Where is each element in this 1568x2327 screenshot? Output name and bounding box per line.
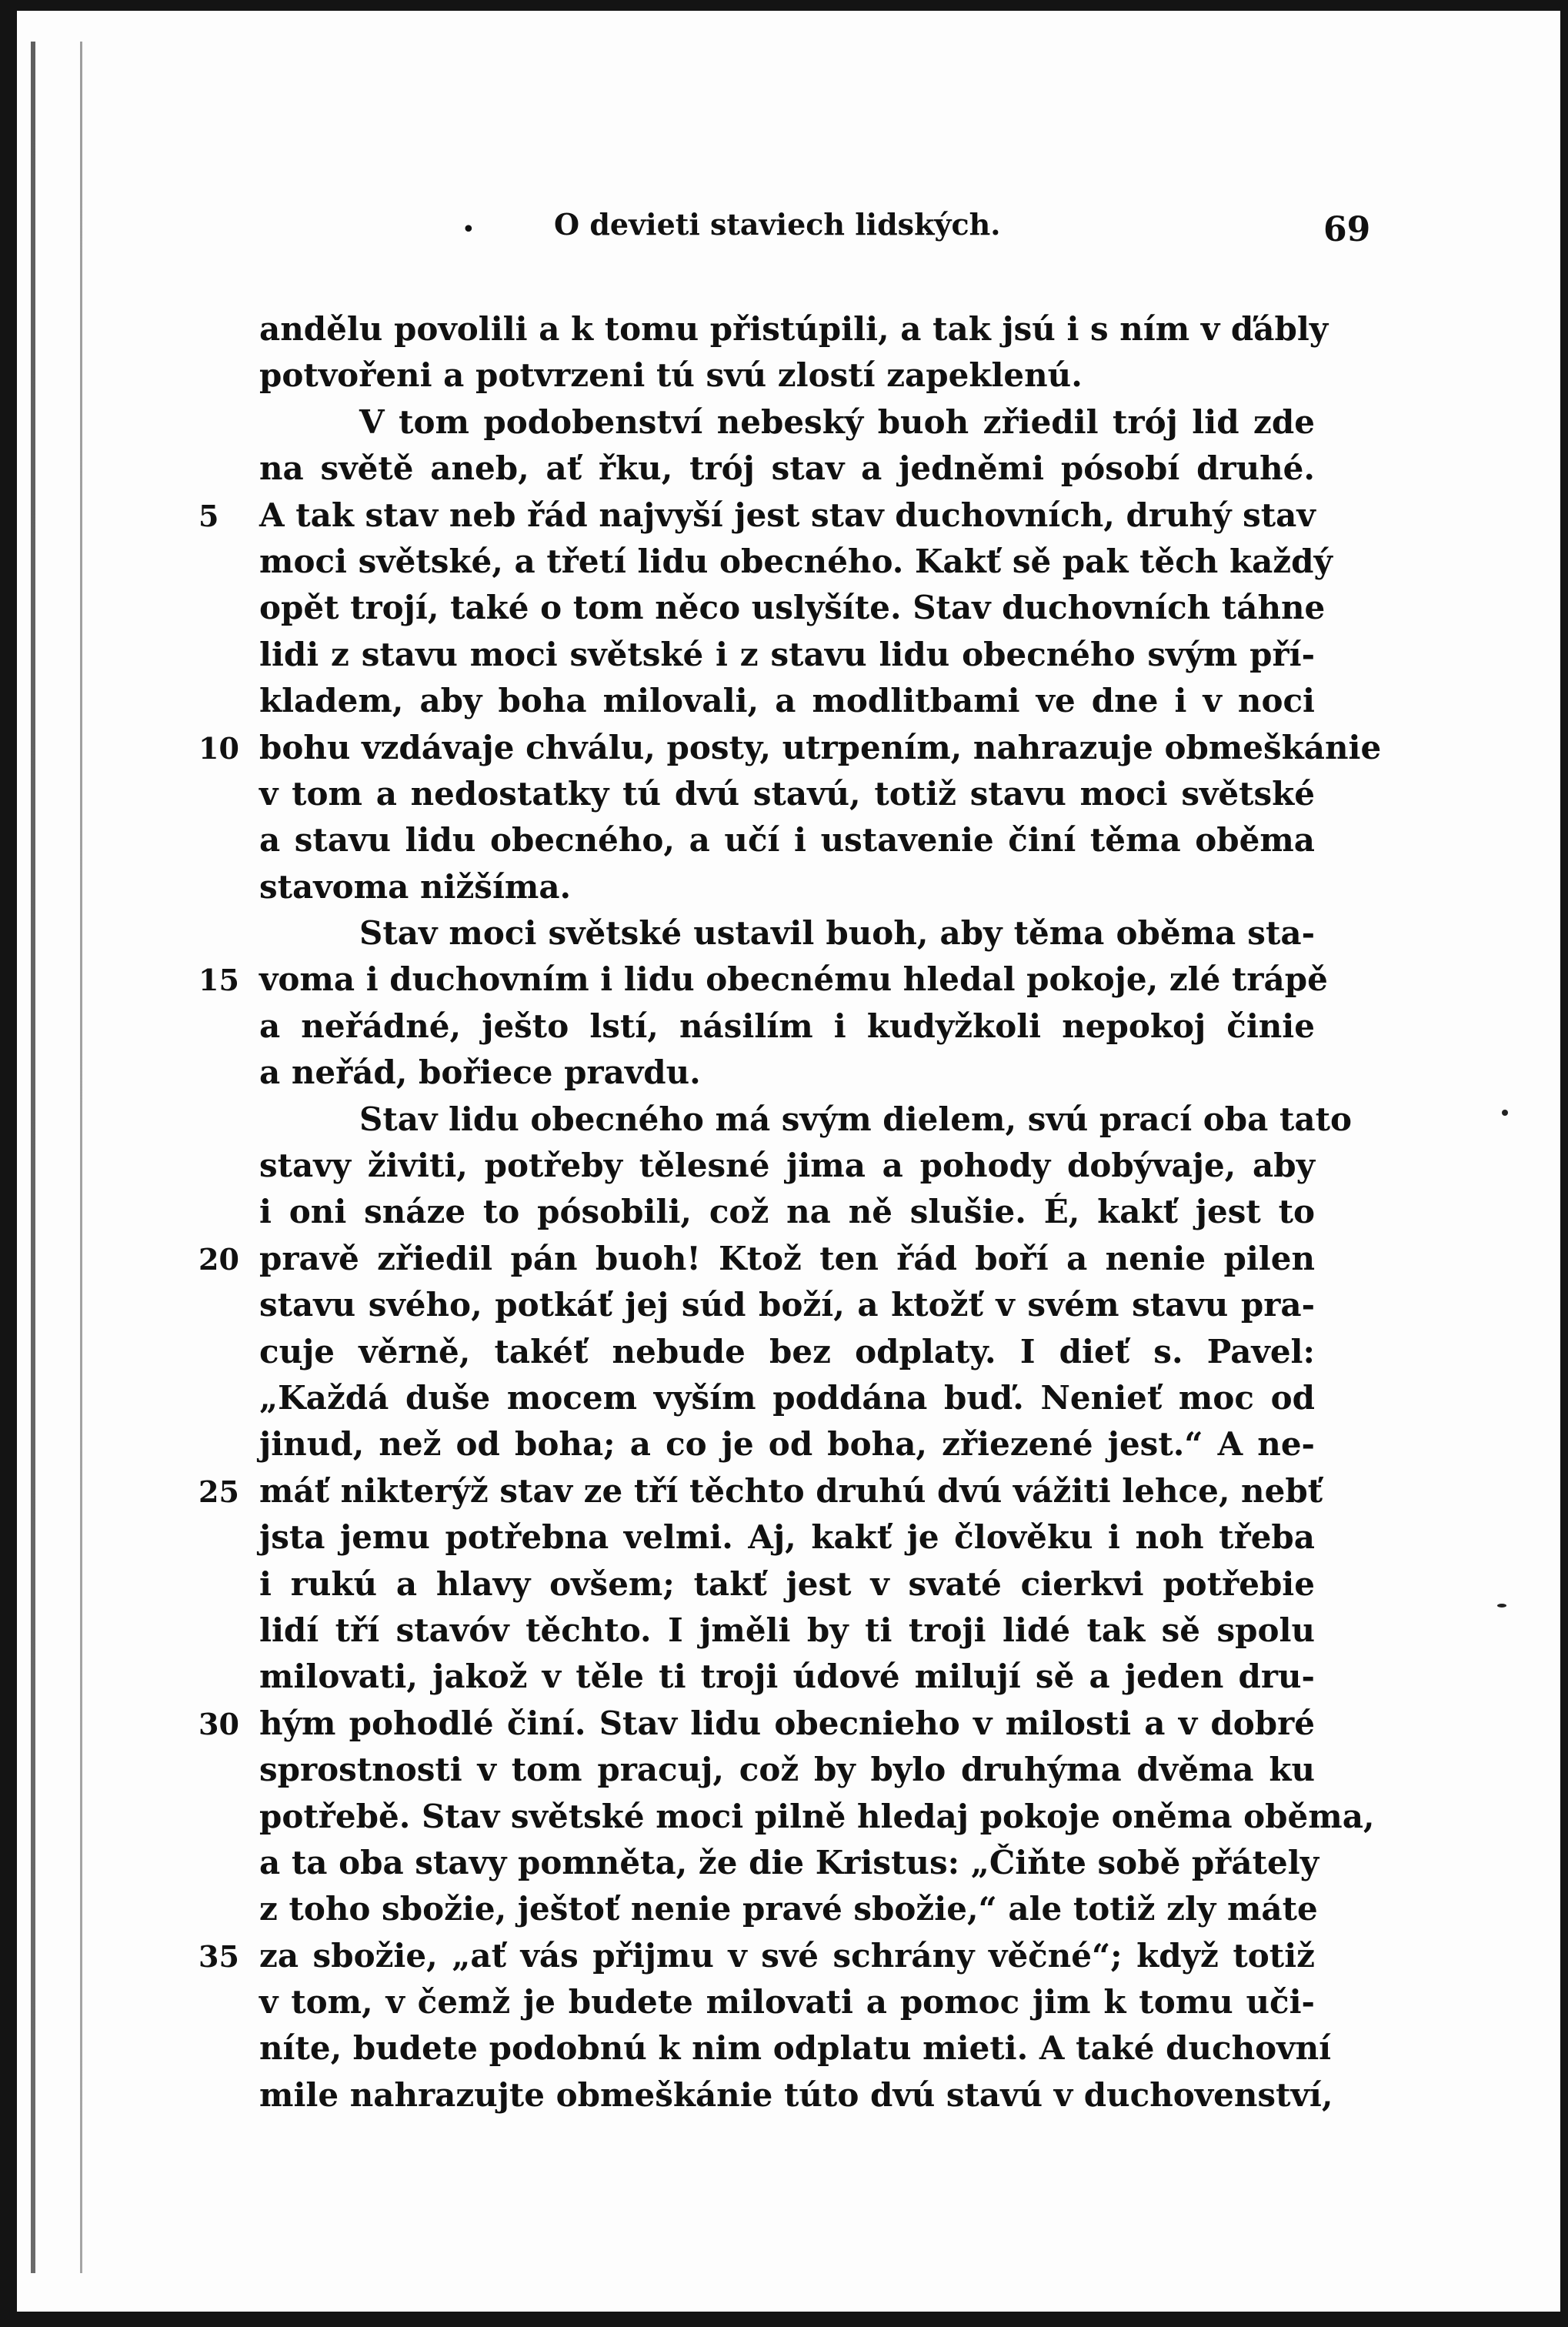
- text-line: [17, 352, 1560, 399]
- line-text: voma i duchovním i lidu obecnému hledal pokoje, zlé trápě: [259, 960, 1328, 999]
- book-page: [17, 11, 1560, 2312]
- line-number: 5: [199, 498, 219, 533]
- line-text: Stav moci světské ustavil buoh, aby těma oběma sta-: [359, 914, 1315, 953]
- line-number: 35: [199, 1938, 239, 1974]
- line-text: jinud, než od boha; a co je od boha, zřiezené jest.“ A ne-: [259, 1425, 1315, 1464]
- line-text: Stav lidu obecného má svým dielem, svú prací oba tato: [359, 1100, 1353, 1138]
- line-text: opět trojí, také o tom něco uslyšíte. Stav duchovních táhne: [259, 589, 1326, 627]
- text-line: [17, 632, 1560, 678]
- text-line: [17, 539, 1560, 585]
- text-line: [17, 957, 1560, 1003]
- line-text: sprostnosti v tom pracuj, což by bylo druhýma dvěma ku: [259, 1751, 1315, 1789]
- line-text: kladem, aby boha milovali, a modlitbami ve dne i v noci: [259, 682, 1315, 720]
- line-text: milovati, jakož v těle ti troji údové milují sě a jeden dru-: [259, 1658, 1315, 1696]
- line-text: jsta jemu potřebna velmi. Aj, kakť je člověku i noh třeba: [259, 1518, 1315, 1557]
- text-line: [17, 1701, 1560, 1747]
- line-text: mile nahrazujte obmeškánie túto dvú stavú v duchovenství,: [259, 2075, 1333, 2114]
- line-text: pravě zřiedil pán buoh! Ktož ten řád boří a nenie pilen: [259, 1239, 1315, 1277]
- line-text: v tom, v čemž je budete milovati a pomoc jim k tomu uči-: [259, 1983, 1315, 2022]
- print-speck: [1497, 1604, 1506, 1608]
- line-number: 30: [199, 1706, 239, 1741]
- line-number: 25: [199, 1474, 239, 1509]
- text-line: [17, 585, 1560, 631]
- text-line: [17, 910, 1560, 957]
- line-text: a stavu lidu obecného, a učí i ustavenie činí těma oběma: [259, 821, 1315, 860]
- text-line: [17, 1236, 1560, 1282]
- page-number: 69: [1323, 210, 1371, 249]
- text-line: [17, 2025, 1560, 2072]
- text-line: [17, 446, 1560, 492]
- running-title: O devieti staviech lidských.: [554, 207, 1001, 242]
- line-text: na světě aneb, ať řku, trój stav a jedněmi pósobí druhé.: [259, 449, 1315, 488]
- text-line: [17, 1747, 1560, 1793]
- line-text: moci světské, a třetí lidu obecného. Kakť sě pak těch každý: [259, 542, 1333, 580]
- line-text: A tak stav neb řád najvyší jest stav duchovních, druhý stav: [259, 496, 1316, 534]
- text-line: [17, 1282, 1560, 1328]
- line-text: lidi z stavu moci světské i z stavu lidu obecného svým pří-: [259, 635, 1315, 673]
- line-text: stavy živiti, potřeby tělesné jima a pohody dobývaje, aby: [259, 1147, 1315, 1185]
- text-line: [17, 1933, 1560, 1979]
- text-line: [17, 1840, 1560, 1886]
- line-text: i rukú a hlavy ovšem; takť jest v svaté cierkvi potřebie: [259, 1564, 1315, 1603]
- line-text: v tom a nedostatky tú dvú stavú, totiž stavu moci světské: [259, 774, 1315, 813]
- text-line: [17, 492, 1560, 539]
- line-text: potvořeni a potvrzeni tú svú zlostí zapeklenú.: [259, 356, 1083, 395]
- line-number: 15: [199, 963, 239, 998]
- line-text: bohu vzdávaje chválu, posty, utrpením, nahrazuje obmeškánie: [259, 728, 1382, 766]
- line-text: níte, budete podobnú k nim odplatu mieti. A také duchovní: [259, 2029, 1332, 2068]
- line-text: stavoma nižšíma.: [259, 867, 572, 906]
- text-line: [17, 1421, 1560, 1467]
- text-line: [17, 725, 1560, 771]
- line-text: i oni snáze to pósobili, což na ně slušie. É, kakť jest to: [259, 1193, 1315, 1231]
- text-line: [17, 1514, 1560, 1561]
- text-line: [17, 1003, 1560, 1050]
- text-line: [17, 1050, 1560, 1096]
- text-line: [17, 771, 1560, 817]
- text-line: [17, 306, 1560, 352]
- line-text: máť nikterýž stav ze tří těchto druhú dvú vážiti lehce, nebť: [259, 1471, 1323, 1510]
- text-line: [17, 1794, 1560, 1840]
- print-speck: [1502, 1110, 1508, 1116]
- line-number: 20: [199, 1241, 239, 1277]
- line-text: V tom podobenství nebeský buoh zřiedil trój lid zde: [359, 402, 1315, 441]
- line-text: hým pohodlé činí. Stav lidu obecnieho v milosti a v dobré: [259, 1704, 1315, 1742]
- body-text: [17, 306, 1560, 2118]
- text-line: [17, 2072, 1560, 2118]
- text-line: [17, 1375, 1560, 1421]
- line-text: za sbožie, „ať vás přijmu v své schrány věčné“; když totiž: [259, 1936, 1315, 1975]
- text-line: [17, 1143, 1560, 1189]
- text-line: [17, 1886, 1560, 1932]
- text-line: [17, 1979, 1560, 2025]
- text-line: [17, 678, 1560, 724]
- line-text: cuje věrně, takéť nebude bez odplaty. I dieť s. Pavel:: [259, 1332, 1315, 1370]
- text-line: [17, 1189, 1560, 1235]
- line-text: lidí tří stavóv těchto. I jměli by ti troji lidé tak sě spolu: [259, 1611, 1315, 1649]
- line-text: potřebě. Stav světské moci pilně hledaj pokoje oněma oběma,: [259, 1797, 1375, 1835]
- text-line: [17, 1097, 1560, 1143]
- text-line: [17, 817, 1560, 863]
- text-line: [17, 864, 1560, 910]
- line-text: a neřád, bořiece pravdu.: [259, 1053, 701, 1092]
- text-line: [17, 399, 1560, 446]
- line-text: andělu povolili a k tomu přistúpili, a tak jsú i s ním v ďábly: [259, 310, 1329, 348]
- line-text: stavu svého, potkáť jej súd boží, a ktožť v svém stavu pra-: [259, 1286, 1315, 1324]
- text-line: [17, 1561, 1560, 1608]
- text-line: [17, 1608, 1560, 1654]
- line-text: z toho sbožie, ještoť nenie pravé sbožie,“ ale totiž zly máte: [259, 1890, 1318, 1928]
- header-ornament: •: [462, 216, 475, 243]
- text-line: [17, 1654, 1560, 1700]
- line-text: a neřádné, ješto lstí, násilím i kudyžkoli nepokoj činie: [259, 1007, 1315, 1045]
- running-header: [462, 207, 1385, 261]
- line-number: 10: [199, 730, 239, 766]
- text-line: [17, 1468, 1560, 1514]
- line-text: a ta oba stavy pomněta, že die Kristus: „Čiňte sobě přátely: [259, 1843, 1319, 1881]
- text-line: [17, 1329, 1560, 1375]
- line-text: „Každá duše mocem vyším poddána buď. Nenieť moc od: [259, 1378, 1315, 1417]
